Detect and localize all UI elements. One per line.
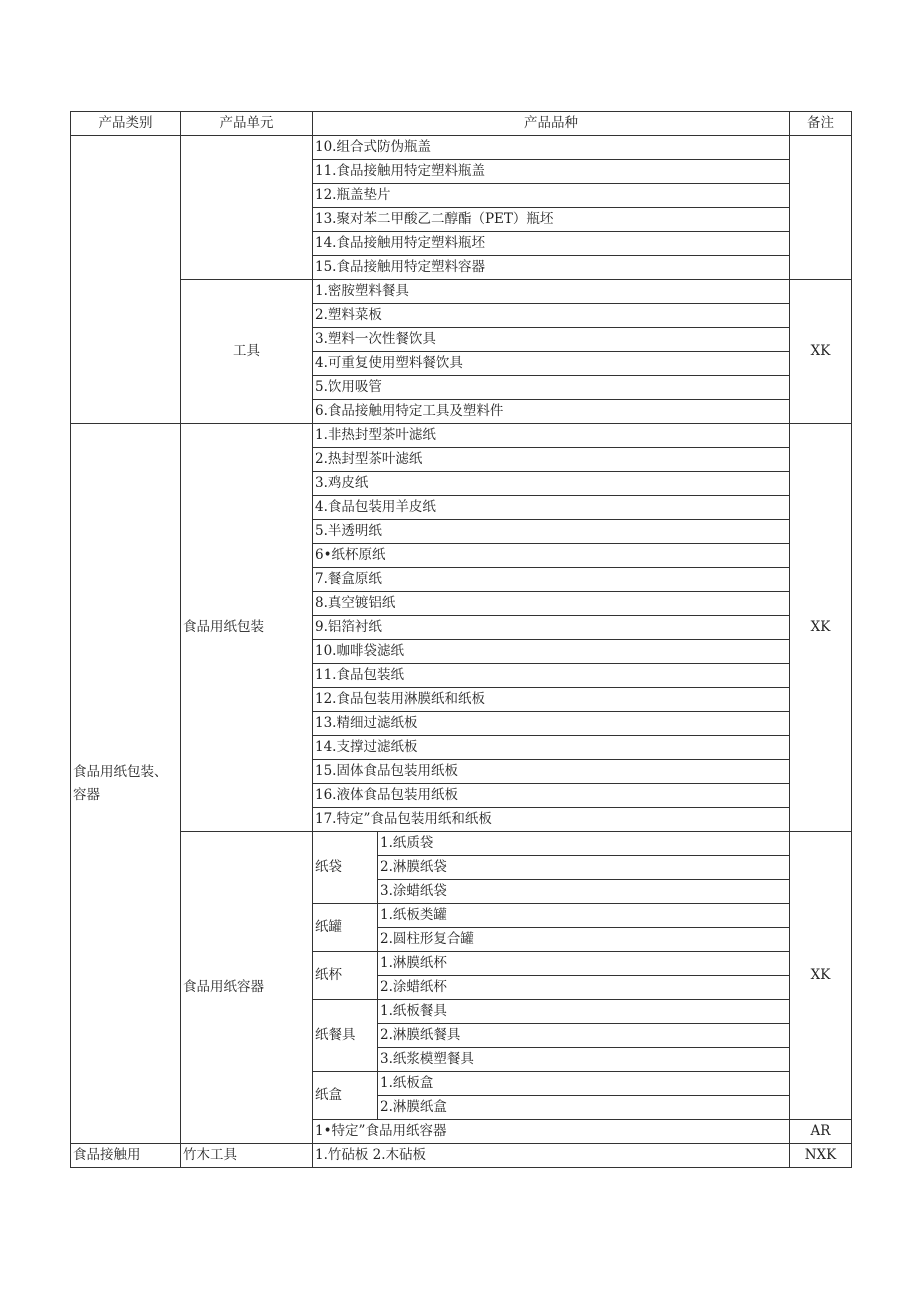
variety-cell: 9.铝箔衬纸 (313, 616, 790, 640)
unit-paper-packaging: 食品用纸包装 (181, 424, 313, 832)
remark-paper-containers: XK (790, 832, 852, 1120)
variety-cell: 10.组合式防伪瓶盖 (313, 136, 790, 160)
variety-cell: 11.食品包装纸 (313, 664, 790, 688)
category-bamboo: 食品接触用 (71, 1144, 181, 1168)
variety-cell: 3.塑料一次性餐饮具 (313, 328, 790, 352)
variety-cell: 2.涂蜡纸杯 (378, 976, 790, 1000)
header-unit: 产品单元 (181, 112, 313, 136)
group-name: 纸盒 (313, 1072, 378, 1120)
variety-cell: 10.咖啡袋滤纸 (313, 640, 790, 664)
variety-cell: 15.固体食品包装用纸板 (313, 760, 790, 784)
variety-cell: 5.饮用吸管 (313, 376, 790, 400)
variety-cell: 1.竹砧板 2.木砧板 (313, 1144, 790, 1168)
variety-cell: 16.液体食品包装用纸板 (313, 784, 790, 808)
group-name: 纸袋 (313, 832, 378, 904)
variety-cell: 14.食品接触用特定塑料瓶坯 (313, 232, 790, 256)
variety-cell: 2.淋膜纸袋 (378, 856, 790, 880)
group-name: 纸杯 (313, 952, 378, 1000)
variety-cell: 2.塑料菜板 (313, 304, 790, 328)
remark-tools: XK (790, 280, 852, 424)
variety-cell: 1.非热封型茶叶滤纸 (313, 424, 790, 448)
variety-cell: 4.可重复使用塑料餐饮具 (313, 352, 790, 376)
table-row (71, 280, 852, 304)
remark-special: AR (790, 1120, 852, 1144)
unit-tools: 工具 (181, 280, 313, 424)
variety-cell: 2.淋膜纸餐具 (378, 1024, 790, 1048)
variety-cell: 12.瓶盖垫片 (313, 184, 790, 208)
variety-cell: 13.聚对苯二甲酸乙二醇酯（PET）瓶坯 (313, 208, 790, 232)
remark-cell-empty (790, 136, 852, 280)
variety-cell: 1.纸板盒 (378, 1072, 790, 1096)
header-remarks: 备注 (790, 112, 852, 136)
remark-bamboo: NXK (790, 1144, 852, 1168)
variety-cell: 2.热封型茶叶滤纸 (313, 448, 790, 472)
variety-cell: 1.密胺塑料餐具 (313, 280, 790, 304)
variety-cell: 2.圆柱形复合罐 (378, 928, 790, 952)
table-row (71, 424, 852, 448)
remark-paper-packaging: XK (790, 424, 852, 832)
unit-bamboo: 竹木工具 (181, 1144, 313, 1168)
header-row (71, 112, 852, 136)
header-category: 产品类别 (71, 112, 181, 136)
product-table (70, 111, 852, 1168)
variety-cell: 1•特定”食品用纸容器 (313, 1120, 790, 1144)
variety-cell: 12.食品包装用淋膜纸和纸板 (313, 688, 790, 712)
variety-cell: 4.食品包装用羊皮纸 (313, 496, 790, 520)
variety-cell: 6•纸杯原纸 (313, 544, 790, 568)
variety-cell: 1.纸板类罐 (378, 904, 790, 928)
table-row (71, 832, 852, 856)
variety-cell: 2.淋膜纸盒 (378, 1096, 790, 1120)
unit-cell-empty (181, 136, 313, 280)
category-paper: 食品用纸包装、容器 (71, 424, 181, 1144)
table-row (71, 136, 852, 160)
variety-cell: 13.精细过滤纸板 (313, 712, 790, 736)
variety-cell: 1.纸板餐具 (378, 1000, 790, 1024)
variety-cell: 11.食品接触用特定塑料瓶盖 (313, 160, 790, 184)
variety-cell: 6.食品接触用特定工具及塑料件 (313, 400, 790, 424)
variety-cell: 17.特定”食品包装用纸和纸板 (313, 808, 790, 832)
group-name: 纸罐 (313, 904, 378, 952)
category-cell-empty (71, 136, 181, 424)
variety-cell: 8.真空镀铝纸 (313, 592, 790, 616)
variety-cell: 1.纸质袋 (378, 832, 790, 856)
variety-cell: 3.纸浆模塑餐具 (378, 1048, 790, 1072)
variety-cell: 15.食品接触用特定塑料容器 (313, 256, 790, 280)
variety-cell: 1.淋膜纸杯 (378, 952, 790, 976)
variety-cell: 3.涂蜡纸袋 (378, 880, 790, 904)
variety-cell: 14.支撑过滤纸板 (313, 736, 790, 760)
group-name: 纸餐具 (313, 1000, 378, 1072)
unit-paper-containers: 食品用纸容器 (181, 832, 313, 1144)
table-row (71, 1144, 852, 1168)
variety-cell: 7.餐盒原纸 (313, 568, 790, 592)
header-variety: 产品品种 (313, 112, 790, 136)
variety-cell: 3.鸡皮纸 (313, 472, 790, 496)
variety-cell: 5.半透明纸 (313, 520, 790, 544)
